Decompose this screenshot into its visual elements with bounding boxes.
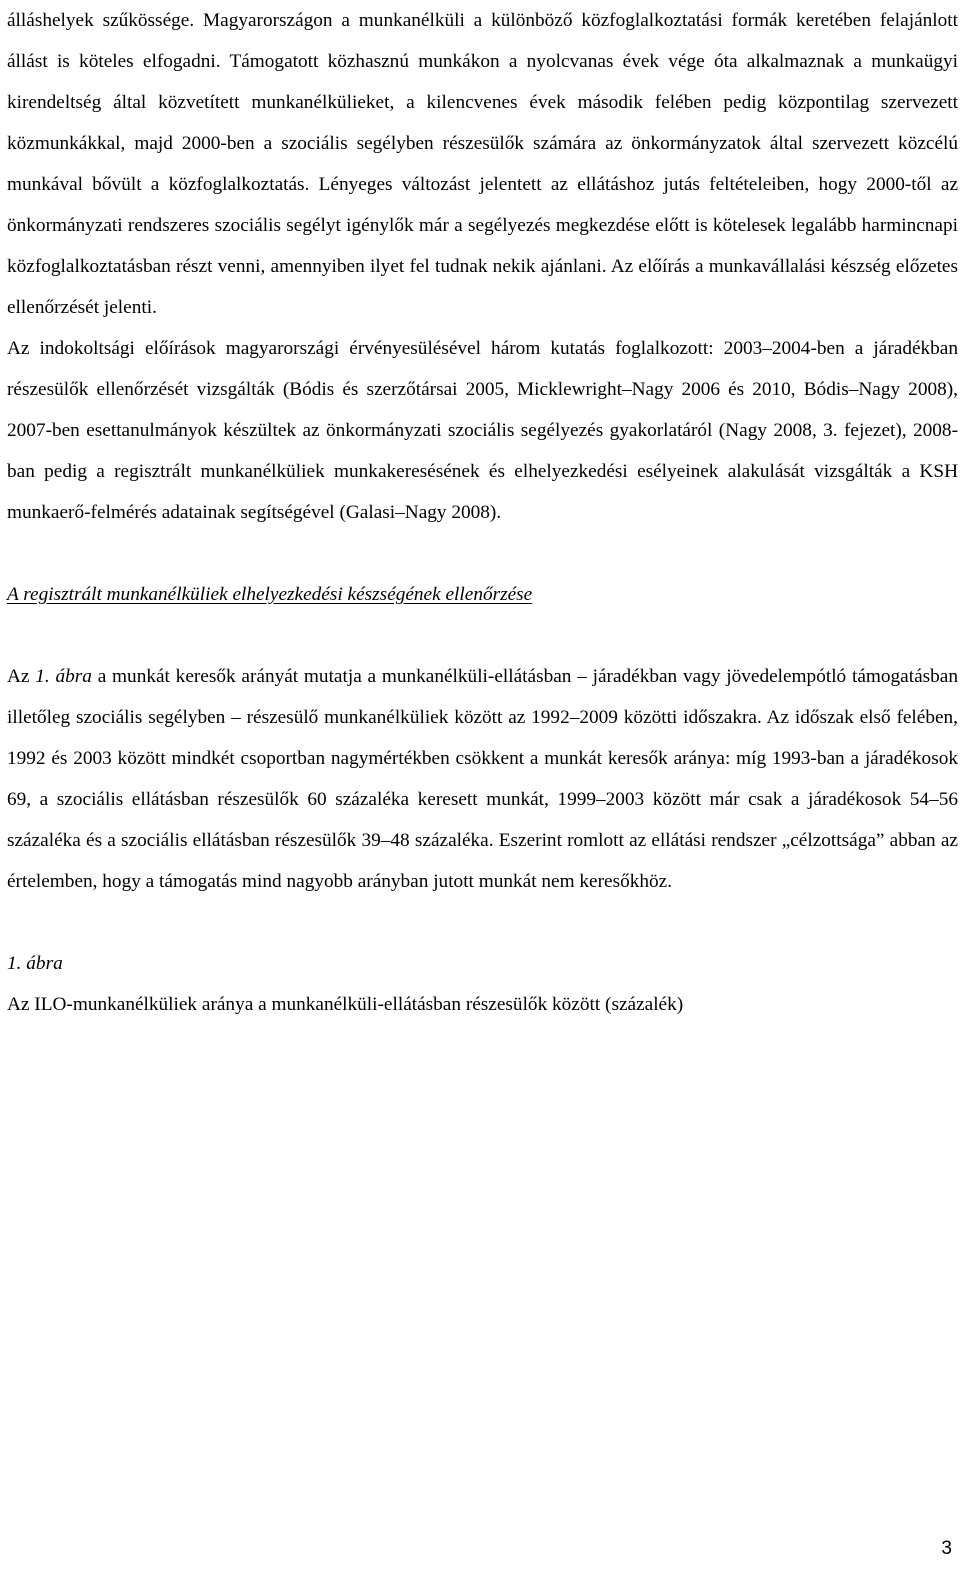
paragraph-research-overview: Az indokoltsági előírások magyarországi érvényesülésével három kutatás foglalkozott: 2003–2004-ben a járadékban részesülők ellenőrzését vizsgálták (Bódis és szerzőtársai 2005, Micklewright–Nagy 2006 és 2010, Bódis–Nagy 2008), 2007-ben esettanulmányok készültek az önkormányzati szociális segélyezés gyakorlatáról (Nagy 2008, 3. fejezet), 2008-ban pedig a regisztrált munkanélküliek munkakeresésének és elhelyezkedési esélyeinek alakulását vizsgálták a KSH munkaerő-felmérés adatainak segítségével (Galasi–Nagy 2008). [7,338,958,523]
spacer [7,902,958,943]
document-page [7,0,958,1025]
figure-label: 1. ábra [7,953,63,974]
figure-title: Az ILO-munkanélküliek aránya a munkanélküli-ellátásban részesülők között (százalék) [7,994,684,1015]
section-heading: A regisztrált munkanélküliek elhelyezkedési készségének ellenőrzése [7,584,533,605]
text-run: Az [7,666,36,687]
paragraph-figure-description [7,656,958,902]
paragraph-public-works: álláshelyek szűkössége. Magyarországon a munkanélküli a különböző közfoglalkoztatási formák keretében felajánlott állást is köteles elfogadni. Támogatott közhasznú munkákon a nyolcvanas évek vége óta alkalmaznak a munkaügyi kirendeltség által közvetített munkanélkülieket, a kilencvenes évek második felében pedig központilag szervezett közmunkákkal, majd 2000-ben a szociális segélyben részesülők számára az önkormányzatok által szervezett közcélú munkával bővült a közfoglalkoztatás. Lényeges változást jelentett az ellátáshoz jutás feltételeiben, hogy 2000-től az önkormányzati rendszeres szociális segélyt igénylők már a segélyezés megkezdése előtt is kötelesek legalább harmincnapi közfoglalkoztatásban részt venni, amennyiben ilyet fel tudnak nekik ajánlani. Az előírás a munkavállalási készség előzetes ellenőrzését jelenti. [7,10,958,318]
spacer [7,615,958,656]
page-number: 3 [941,1538,952,1559]
text-run: a munkát keresők arányát mutatja a munkanélküli-ellátásban – járadékban vagy jövedelempótló támogatásban illetőleg szociális segélyben – részesülő munkanélküliek között az 1992–2009 közötti időszakra. Az időszak első felében, 1992 és 2003 között mindkét csoportban nagymértékben csökkent a munkát keresők aránya: míg 1993-ban a járadékosok 69, a szociális ellátásban részesülők 60 százaléka keresett munkát, 1999–2003 között már csak a járadékosok 54–56 százaléka és a szociális ellátásban részesülők 39–48 százaléka. Eszerint romlott az ellátási rendszer „célzottsága” abban az értelemben, hogy a támogatás mind nagyobb arányban jutott munkát nem keresőkhöz. [7,666,958,892]
spacer [7,533,958,574]
figure-reference: 1. ábra [35,666,92,687]
